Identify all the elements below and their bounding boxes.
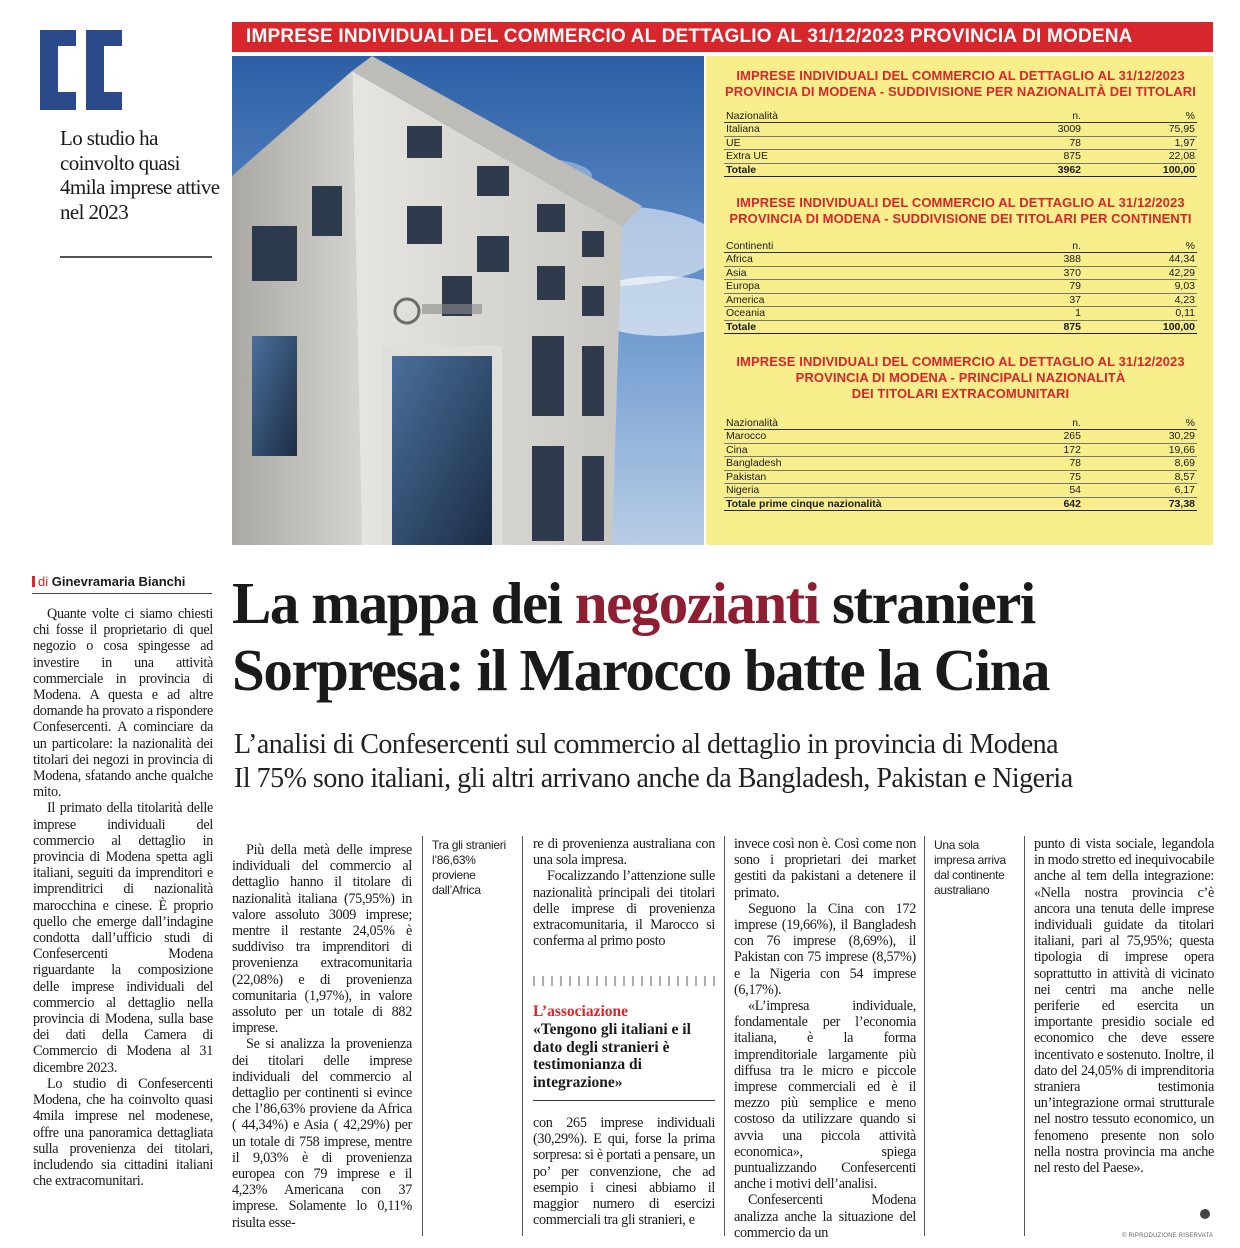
article-column-1: Quante volte ci siamo chiesti chi fosse il proprietario di quel negozio o cosa spingesse ad investire in una attività commerciale in provincia di Modena. A questa e ad altre domande ha provato a rispondere Confesercenti. A cominciare da un particolare: la nazionalità dei titolari dei negozi in provincia di Modena, sfatando anche qualche mito. Il primato della titolarità delle imprese individuali del commercio al dettaglio in provincia di Modena spetta agli italiani, seguiti da imprenditori e imprenditrici di nazionalità marocchina e cinese. È proprio quello che emerge dall’indagine condotta dall’ufficio studi di Confesercenti Modena riguardante la composizione delle imprese individuali del commercio al dettaglio nella provincia di Modena, sulla base dei dati della Camera di Commercio di Modena al 31 dicembre 2023. Lo studio di Confesercenti Modena, che ha coinvolto quasi 4mila imprese nel modenese, offre una panoramica dettagliata sulla provenienza dei titolari, includendo sia cittadini italiani che extracomunitari. (33, 606, 213, 1190)
article-column-2: Più della metà delle imprese individuali del commercio al dettaglio hanno il titolare di nazionalità italiana (75,95%) in valore assoluto 3009 imprese; mentre il restante 24,05% è suddiviso tra imprenditori di provenienza extracomunitaria (22,08%) e di provenienza comunitaria (1,97%), in valore assoluto per un totale di 882 imprese. Se si analizza la provenienza dei titolari delle imprese individuali del commercio al dettaglio per continenti si evince che l’86,63% proviene da Africa ( 44,34%) e Asia ( 42,29%) per un totale di 758 imprese, mentre il 9,03% è di provenienza europea con 79 imprese e il 4,23% Americana con 37 imprese. Solamente lo 0,11% risulta esse- (232, 842, 412, 1231)
nationality-table (724, 109, 1197, 177)
table-title: IMPRESE INDIVIDUALI DEL COMMERCIO AL DETTAGLIO AL 31/12/2023 PROVINCIA DI MODENA - SUDDIVISIONE PER NAZIONALITÀ DEI TITOLARI (725, 68, 1196, 99)
pull-quote: Lo studio ha coinvolto quasi 4mila imprese attive nel 2023 (60, 126, 220, 224)
table-header: Nazionalità n. % (726, 109, 1195, 122)
table-row: Oceania 1 0,11 (726, 307, 1195, 320)
table-row: Pakistan 75 8,57 (726, 470, 1195, 483)
dotted-separator (533, 976, 715, 986)
table-row: Cina 172 19,66 (726, 443, 1195, 456)
table-row: Europa 79 9,03 (726, 280, 1195, 293)
table-total-row: Totale 3962 100,00 (726, 163, 1195, 176)
table-row: Asia 370 42,29 (726, 266, 1195, 279)
table-title: IMPRESE INDIVIDUALI DEL COMMERCIO AL DETTAGLIO AL 31/12/2023 PROVINCIA DI MODENA - SUDDIVISIONE DEI TITOLARI PER CONTINENTI (729, 195, 1192, 226)
table-row: UE 78 1,97 (726, 136, 1195, 149)
statistics-tables (706, 56, 1213, 545)
table-row: Nigeria 54 6,17 (726, 484, 1195, 497)
infographic-banner: IMPRESE INDIVIDUALI DEL COMMERCIO AL DETTAGLIO AL 31/12/2023 PROVINCIA DI MODENA (232, 22, 1213, 52)
article-column-3: re di provenienza australiana con una sola impresa. Focalizzando l’attenzione sulle nazionalità principali dei titolari delle imprese di provenienza extracomunitaria, il Marocco si conferma al primo posto (533, 836, 715, 950)
article-column-5: punto di vista sociale, legandola in modo stretto ed inequivocabile anche al tem della integrazione: «Nella nostra provincia c’è ancora una tenuta delle imprese individuali guidate da titolari italiani, pari al 75,95%; questa tipologia di imprese opera soprattutto in attività di vicinato nei centri ma anche nelle periferie ed esercita un importante presidio sociale ed economico che deve essere incentivato e sostenuto. Inoltre, il dato del 24,05% di imprenditoria straniera testimonia un’integrazione ormai strutturale nel nostro tessuto economico, un fenomeno presente non solo nella nostra provincia ma anche nel resto del Paese». (1034, 836, 1215, 1177)
divider (533, 1100, 715, 1101)
building-photo (232, 56, 704, 545)
box-quote: «Tengono gli italiani e il dato degli stranieri è testimonianza di integrazione» (533, 1021, 691, 1091)
author-name: Ginevramaria Bianchi (51, 574, 186, 589)
divider (60, 256, 212, 258)
headline: La mappa dei negozianti stranieri Sorpresa: il Marocco batte la Cina (232, 570, 1049, 703)
copyright-note: © RIPRODUZIONE RISERVATA (1122, 1233, 1214, 1239)
column-rule (522, 836, 523, 1236)
side-note: Una sola impresa arriva dal continente australiano (934, 838, 1006, 897)
subheadline: L’analisi di Confesercenti sul commercio al dettaglio in provincia di Modena Il 75% sono italiani, gli altri arrivano anche da Bangladesh, Pakistan e Nigeria (234, 729, 1073, 794)
table-row: Africa 388 44,34 (726, 253, 1195, 266)
table-row: Marocco 265 30,29 (726, 430, 1195, 443)
continents-table (724, 239, 1197, 334)
table-row: America 37 4,23 (726, 293, 1195, 306)
table-header: Nazionalità n. % (726, 416, 1195, 429)
table-row: Extra UE 875 22,08 (726, 150, 1195, 163)
byline-marker (32, 576, 35, 587)
side-note: Tra gli stranieri l’86,63% proviene dall’Africa (432, 838, 506, 897)
table-row: Bangladesh 78 8,69 (726, 457, 1195, 470)
column-rule (724, 836, 725, 1236)
box-label: L’associazione (533, 1003, 629, 1020)
quote-mark-icon (36, 26, 126, 116)
table-total-row: Totale 875 100,00 (726, 320, 1195, 333)
column-rule (422, 836, 423, 1236)
column-rule (1024, 836, 1025, 1236)
article-column-4: invece così non è. Così come non sono i proprietari dei market gestiti da pakistani a detenere il primato. Seguono la Cina con 172 imprese (19,66%), il Bangladesh con 76 imprese (8,69%), il Pakistan con 75 imprese (8,57%) e la Nigeria con 54 imprese (6,17%). «L’impresa individuale, fondamentale per l’economia italiana, è la forma imprenditoriale largamente più diffusa tra le micro e piccole imprese commerciali ed è il mezzo più semplice e meno costoso da utilizzare quando si avvia una piccola attività economica», spiega puntualizzando Confesercenti anche i motivi dell’analisi. Confesercenti Modena analizza anche la situazione del commercio da un (734, 836, 916, 1241)
divider (32, 593, 212, 594)
table-total-row: Totale prime cinque nazionalità 642 73,38 (726, 497, 1195, 510)
column-rule (924, 836, 925, 1236)
article-column-3-continued: con 265 imprese individuali (30,29%). E qui, forse la prima sorpresa: si è portati a pensare, un po’ per convenzione, che ad esempio i cinesi abbiamo il maggior numero di esercizi commerciali tra gli stranieri, e (533, 1115, 715, 1229)
table-row: Italiana 3009 75,95 (726, 123, 1195, 136)
byline: di Ginevramaria Bianchi (32, 574, 212, 589)
table-title: IMPRESE INDIVIDUALI DEL COMMERCIO AL DETTAGLIO AL 31/12/2023 PROVINCIA DI MODENA - PRINCIPALI NAZIONALITÀ DEI TITOLARI EXTRACOMUNITARI (736, 354, 1185, 401)
extracomunitari-table (724, 416, 1197, 511)
end-mark-icon (1200, 1209, 1210, 1219)
table-header: Continenti n. % (726, 239, 1195, 252)
